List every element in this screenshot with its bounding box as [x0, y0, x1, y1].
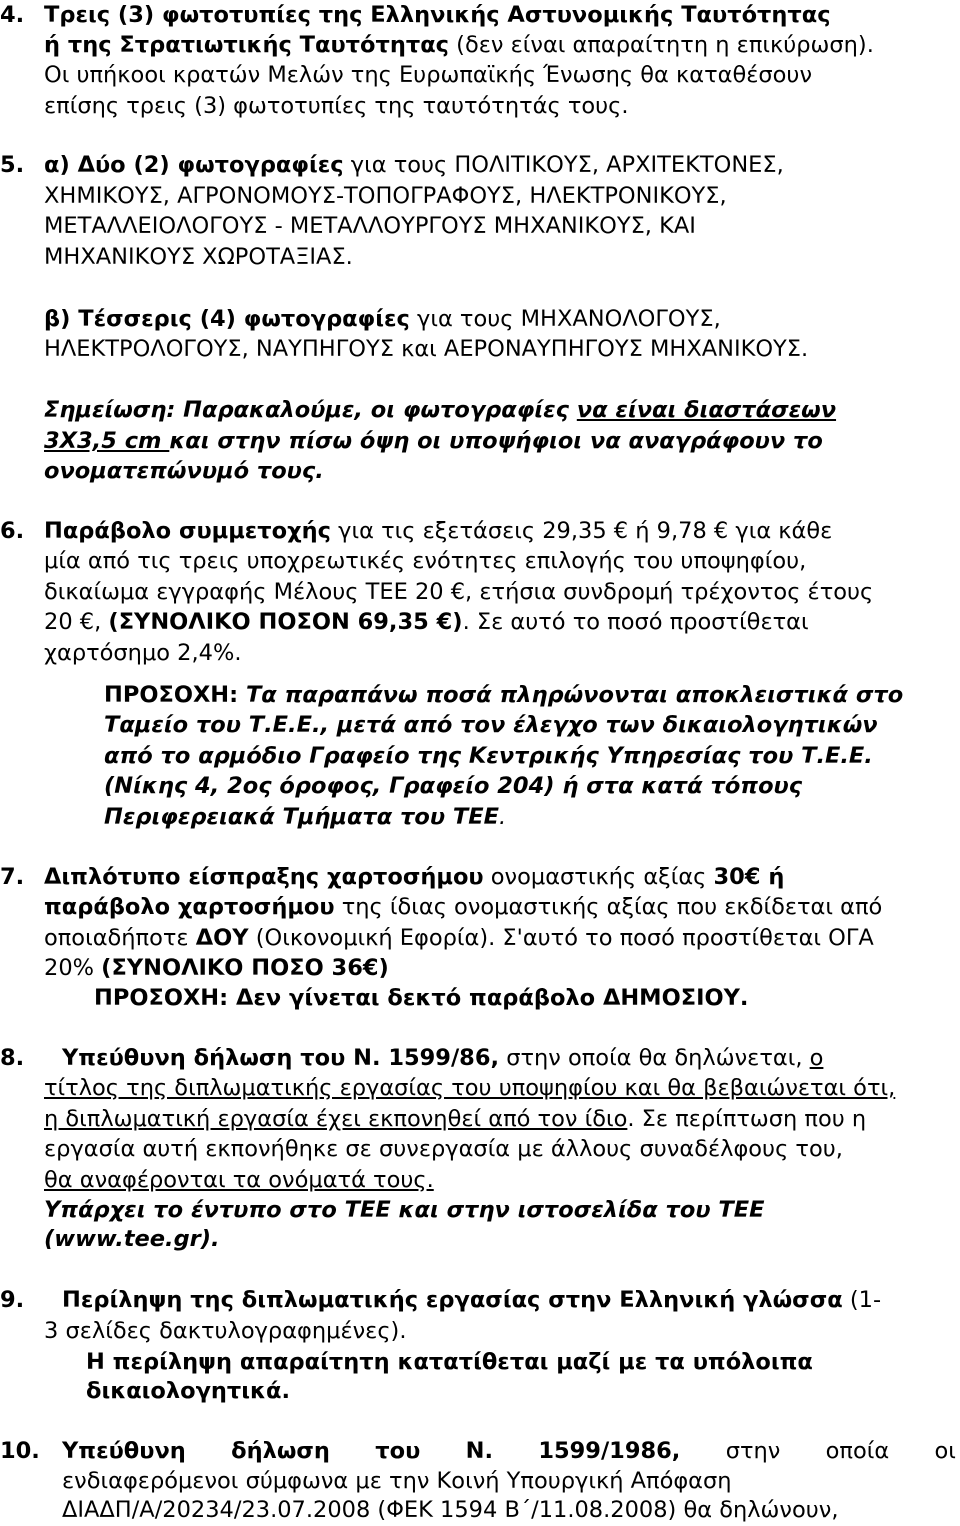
item-4-number: 4. [0, 2, 25, 28]
item-7-line-1: Διπλότυπο είσπραξης χαρτοσήμου ονομαστικής αξίας 30€ ή [44, 864, 785, 890]
item-7-line-2: παράβολο χαρτοσήμου της ίδιας ονομαστικής αξίας που εκδίδεται από [44, 894, 883, 920]
item-10-word: Ν. [465, 1438, 494, 1464]
item-4-line-3: Οι υπήκοοι κρατών Μελών της Ευρωπαϊκής Ένωσης θα καταθέσουν [44, 62, 813, 88]
item-6-line-4: 20 €, (ΣΥΝΟΛΙΚΟ ΠΟΣΟΝ 69,35 €). Σε αυτό το ποσό προστίθεται [44, 609, 809, 635]
item-10-number: 10. [0, 1438, 40, 1464]
item-10-line-1 [62, 1436, 956, 1467]
item-5-number: 5. [0, 152, 25, 178]
item-10-word: Υπεύθυνη [62, 1438, 186, 1464]
item-8-line-3: η διπλωματική εργασία έχει εκπονηθεί από τον ίδιο. Σε περίπτωση που η [44, 1106, 867, 1132]
item-9-line-3: Η περίληψη απαραίτητη κατατίθεται μαζί με τα υπόλοιπα [86, 1349, 813, 1375]
item-6-line-3: δικαίωμα εγγραφής Μέλους ΤΕΕ 20 €, ετήσια συνδρομή τρέχοντος έτους [44, 579, 874, 605]
item-5b-line-1: β) Τέσσερις (4) φωτογραφίες για τους ΜΗΧΑΝΟΛΟΓΟΥΣ, [44, 306, 721, 332]
item-9-line-4: δικαιολογητικά. [86, 1378, 291, 1404]
item-10-word: στην [725, 1438, 781, 1464]
item-8-line-4: εργασία αυτή εκπονήθηκε σε συνεργασία με άλλους συναδέλφους του, [44, 1136, 843, 1162]
item-10-line-2: ενδιαφερόμενοι σύμφωνα με την Κοινή Υπουργική Απόφαση [62, 1468, 732, 1494]
item-9-line-1: Περίληψη της διπλωματικής εργασίας στην Ελληνική γλώσσα (1- [62, 1287, 882, 1313]
note-line-3: ονοματεπώνυμό τους. [44, 458, 324, 484]
item-6-line-2: μία από τις τρεις υποχρεωτικές ενότητες επιλογής του υποψηφίου, [44, 548, 807, 574]
item-6-number: 6. [0, 518, 25, 544]
item-10-word: δήλωση [231, 1438, 330, 1464]
item-8-line-1: Υπεύθυνη δήλωση του Ν. 1599/86, στην οποία θα δηλώνεται, ο [62, 1045, 824, 1071]
item-8-number: 8. [0, 1045, 25, 1071]
item-7-line-3: οποιαδήποτε ΔΟΥ (Οικονομική Εφορία). Σ'αυτό το ποσό προστίθεται ΟΓΑ [44, 925, 874, 951]
item-4-line-4: επίσης τρεις (3) φωτοτυπίες της ταυτότητάς τους. [44, 93, 629, 119]
item-10-word: του [375, 1438, 421, 1464]
item-10-word: οποία [825, 1438, 890, 1464]
note-line-1: Σημείωση: Παρακαλούμε, οι φωτογραφίες να είναι διαστάσεων [44, 397, 837, 423]
item-9-line-2: 3 σελίδες δακτυλογραφημένες). [44, 1318, 407, 1344]
item-5a-line-4: ΜΗΧΑΝΙΚΟΥΣ ΧΩΡΟΤΑΞΙΑΣ. [44, 244, 353, 270]
item-7-number: 7. [0, 864, 25, 890]
item-6-line-5: χαρτόσημο 2,4%. [44, 640, 242, 666]
item-8-line-2: τίτλος της διπλωματικής εργασίας του υποψηφίου και θα βεβαιώνεται ότι, [44, 1075, 896, 1101]
item-6-line-1: Παράβολο συμμετοχής για τις εξετάσεις 29,35 € ή 9,78 € για κάθε [44, 518, 833, 544]
item-5a-line-1: α) Δύο (2) φωτογραφίες για τους ΠΟΛΙΤΙΚΟΥΣ, ΑΡΧΙΤΕΚΤΟΝΕΣ, [44, 152, 784, 178]
item-5a-line-3: ΜΕΤΑΛΛΕΙΟΛΟΓΟΥΣ - ΜΕΤΑΛΛΟΥΡΓΟΥΣ ΜΗΧΑΝΙΚΟΥΣ, ΚΑΙ [44, 213, 696, 239]
item-4-line-1: Τρεις (3) φωτοτυπίες της Ελληνικής Αστυνομικής Ταυτότητας [44, 2, 831, 28]
item-7-line-4: 20% (ΣΥΝΟΛΙΚΟ ΠΟΣΟ 36€) [44, 955, 389, 981]
item-6-attention-line-1: ΠΡΟΣΟΧΗ: Τα παραπάνω ποσά πληρώνονται αποκλειστικά στο [104, 682, 904, 708]
item-5a-line-2: ΧΗΜΙΚΟΥΣ, ΑΓΡΟΝΟΜΟΥΣ-ΤΟΠΟΓΡΑΦΟΥΣ, ΗΛΕΚΤΡΟΝΙΚΟΥΣ, [44, 183, 727, 209]
item-10-line-3: ΔΙΑΔΠ/Α/20234/23.07.2008 (ΦΕΚ 1594 Β΄/11.08.2008) θα δηλώνουν, [62, 1497, 839, 1523]
item-8-line-6: Υπάρχει το έντυπο στο ΤΕΕ και στην ιστοσελίδα του ΤΕΕ [44, 1197, 765, 1223]
item-7-attention: ΠΡΟΣΟΧΗ: Δεν γίνεται δεκτό παράβολο ΔΗΜΟΣΙΟΥ. [94, 985, 749, 1011]
item-4-line-2: ή της Στρατιωτικής Ταυτότητας (δεν είναι απαραίτητη η επικύρωση). [44, 32, 874, 58]
item-6-attention-line-3: από το αρμόδιο Γραφείο της Κεντρικής Υπηρεσίας του Τ.Ε.Ε. [104, 743, 873, 769]
item-10-word: οι [934, 1438, 956, 1464]
item-8-line-7: (www.tee.gr). [44, 1226, 220, 1252]
note-line-2: 3Χ3,5 cm και στην πίσω όψη οι υποψήφιοι να αναγράφουν το [44, 428, 823, 454]
item-6-attention-line-5: Περιφερειακά Τμήματα του ΤΕΕ. [104, 804, 507, 830]
item-5b-line-2: ΗΛΕΚΤΡΟΛΟΓΟΥΣ, ΝΑΥΠΗΓΟΥΣ και ΑΕΡΟΝΑΥΠΗΓΟΥΣ ΜΗΧΑΝΙΚΟΥΣ. [44, 336, 809, 362]
item-9-number: 9. [0, 1287, 25, 1313]
item-6-attention-line-2: Ταμείο του Τ.Ε.Ε., μετά από τον έλεγχο των δικαιολογητικών [104, 712, 878, 738]
item-6-attention-line-4: (Νίκης 4, 2ος όροφος, Γραφείο 204) ή στα κατά τόπους [104, 773, 803, 799]
item-8-line-5: θα αναφέρονται τα ονόματά τους. [44, 1167, 434, 1193]
item-10-word: 1599/1986, [538, 1438, 681, 1464]
